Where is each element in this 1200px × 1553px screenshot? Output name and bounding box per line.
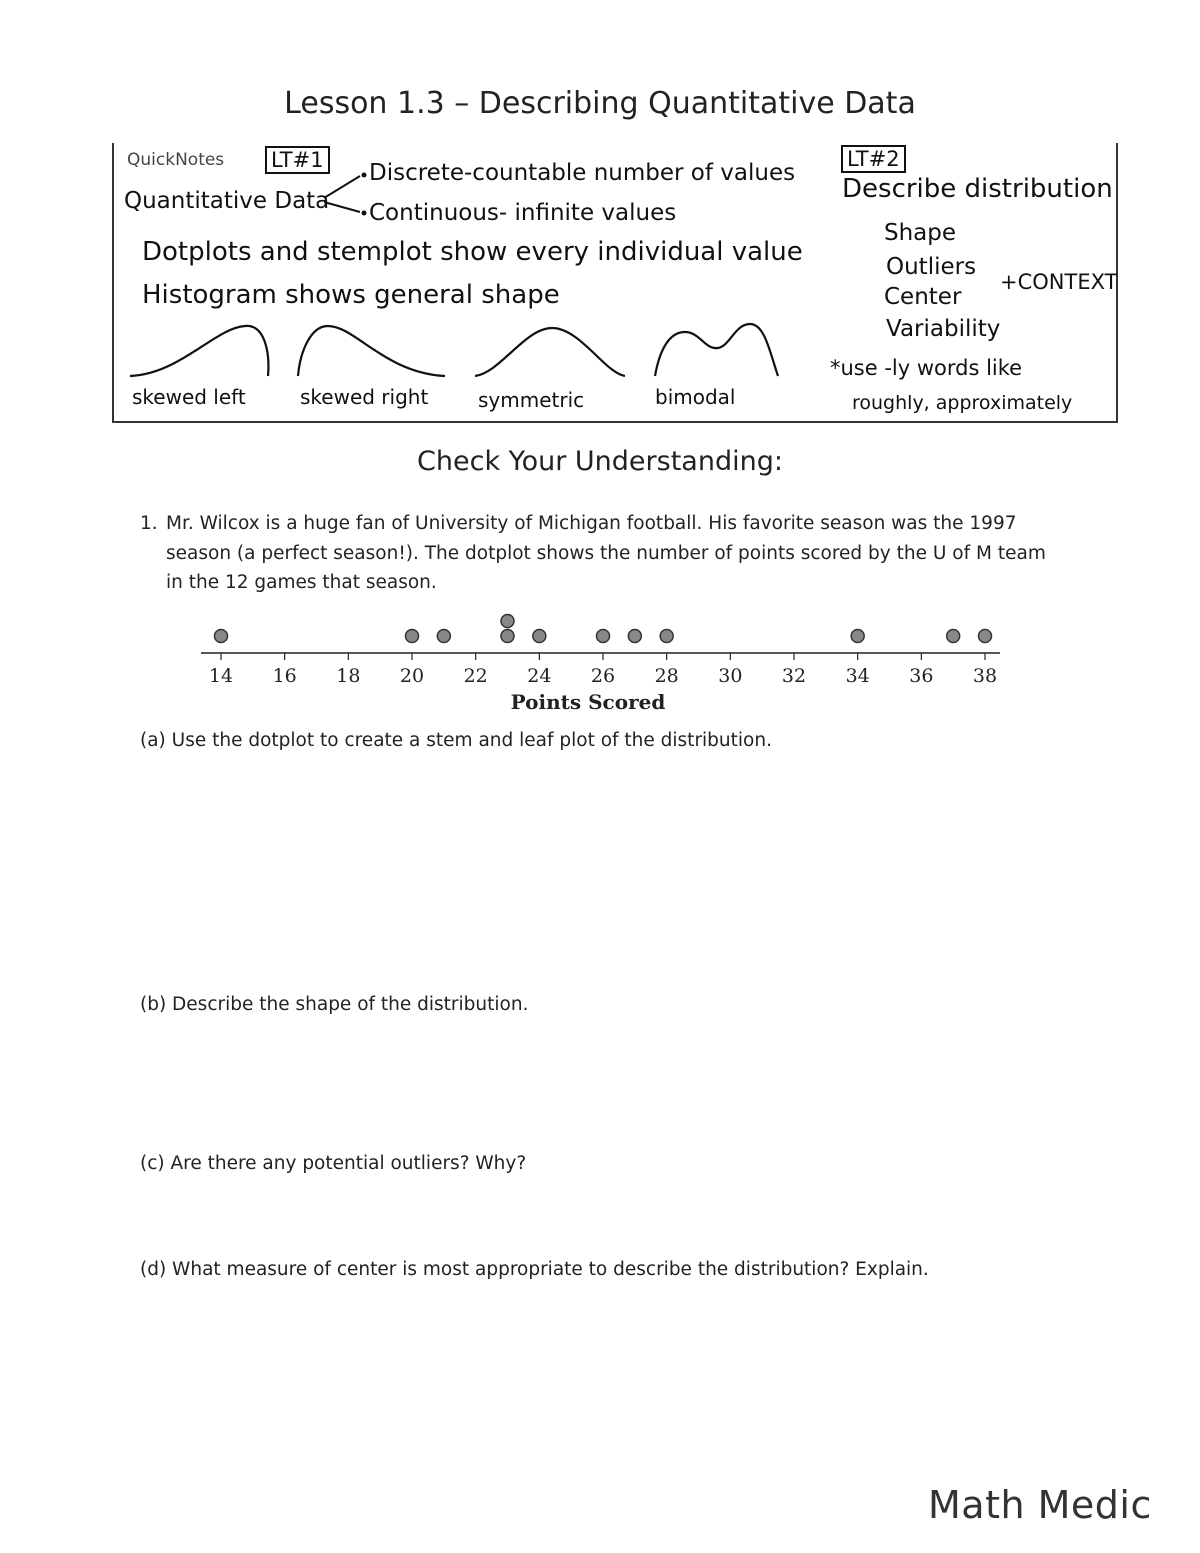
roughly-note: roughly, approximately [852,392,1073,414]
skewed-right-curve [298,326,445,376]
brand-logo-text: Math Medic [928,1483,1152,1527]
outliers-item: Outliers [886,254,977,280]
part-c-prompt: (c) Are there any potential outliers? Why? [140,1153,527,1174]
x-tick-label: 30 [718,665,743,687]
x-tick-label: 20 [399,665,425,687]
x-tick-label: 14 [208,665,234,687]
x-tick-label: 34 [845,665,870,687]
x-tick-label: 36 [909,665,934,687]
part-a-prompt: (a) Use the dotplot to create a stem and leaf plot of the distribution. [140,730,772,751]
branch-arrows [320,164,372,220]
data-dot [597,630,610,643]
x-tick-label: 32 [781,665,807,687]
symmetric-curve [475,328,625,376]
data-dot [406,630,419,643]
data-dot [660,630,673,643]
x-axis-title: Points Scored [510,690,666,714]
quantitative-data-label: Quantitative Data [124,188,330,214]
data-dot [501,615,514,628]
ly-words-note: *use -ly words like [830,356,1023,380]
x-tick-label: 22 [463,665,488,687]
variability-item: Variability [886,316,1001,342]
x-tick-label: 24 [527,665,552,687]
question-1-line: in the 12 games that season. [166,572,437,593]
question-1-line: Mr. Wilcox is a huge fan of University of Michigan football. His favorite season was the 1997 [166,513,1017,534]
question-1-line: season (a perfect season!). The dotplot shows the number of points scored by the U of M team [166,542,1046,564]
x-tick-label: 26 [590,665,616,687]
skewed-left-curve [130,326,268,376]
context-note: +CONTEXT [1000,270,1118,294]
center-item: Center [884,284,962,310]
shape-item: Shape [884,220,957,246]
page-title: Lesson 1.3 – Describing Quantitative Data [284,86,916,121]
lt2-badge: LT#2 [841,145,906,173]
bimodal-curve [655,324,778,376]
continuous-note: Continuous- infinite values [369,200,677,226]
x-tick-label: 38 [972,665,998,687]
x-tick-label: 18 [336,665,361,687]
data-dot [628,630,641,643]
curve-label-bimodal: bimodal [655,385,736,409]
question-1-text [166,509,1046,598]
curve-label-skewed-left: skewed left [132,385,246,409]
data-dot [947,630,960,643]
data-dot [979,630,992,643]
data-dot [501,630,514,643]
question-number: 1. [140,513,158,534]
data-dot [851,630,864,643]
histogram-note: Histogram shows general shape [142,280,560,310]
data-dot [437,630,450,643]
quick-notes-label: QuickNotes [127,150,225,170]
curve-label-skewed-right: skewed right [300,385,429,409]
curve-label-symmetric: symmetric [478,388,585,412]
part-b-prompt: (b) Describe the shape of the distribution. [140,994,529,1015]
x-tick-label: 16 [272,665,297,687]
distribution-shape-sketches [120,318,800,382]
dotplots-note: Dotplots and stemplot show every individual value [142,237,803,267]
discrete-note: Discrete-countable number of values [369,160,796,186]
x-tick-label: 28 [654,665,679,687]
describe-distribution: Describe distribution [842,174,1113,204]
data-dot [215,630,228,643]
part-d-prompt: (d) What measure of center is most appropriate to describe the distribution? Explain. [140,1259,929,1280]
lt1-badge: LT#1 [265,146,330,174]
points-scored-dotplot [190,606,1020,716]
data-dot [533,630,546,643]
check-heading: Check Your Understanding: [417,446,783,477]
